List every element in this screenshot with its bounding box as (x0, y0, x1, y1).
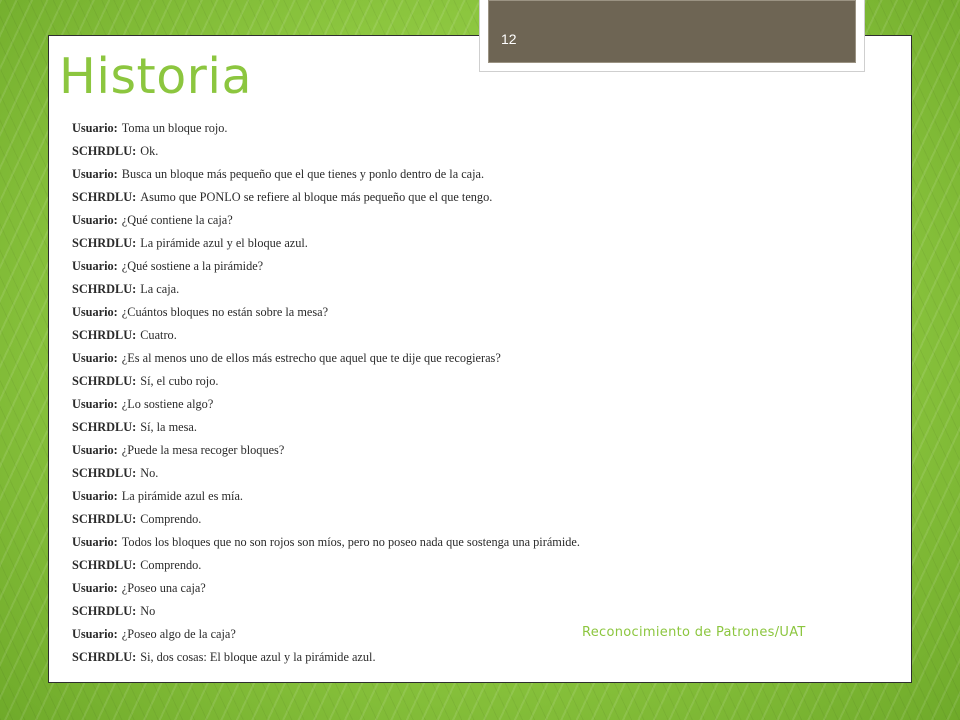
dialogue-speaker: SCHRDLU: (72, 374, 137, 388)
dialogue-line (72, 419, 672, 442)
dialogue-speaker: Usuario: (72, 351, 118, 365)
dialogue-speaker: SCHRDLU: (72, 328, 137, 342)
slide-number-box (488, 0, 856, 63)
dialogue-speaker: Usuario: (72, 535, 118, 549)
dialogue-text: ¿Cuántos bloques no están sobre la mesa? (121, 305, 329, 319)
dialogue-line (72, 465, 672, 488)
dialogue-text: Comprendo. (140, 558, 202, 572)
dialogue-speaker: Usuario: (72, 627, 118, 641)
dialogue-line (72, 212, 672, 235)
dialogue-line (72, 373, 672, 396)
dialogue-line (72, 327, 672, 350)
dialogue-speaker: SCHRDLU: (72, 512, 137, 526)
dialogue-speaker: Usuario: (72, 213, 118, 227)
dialogue-text: La pirámide azul y el bloque azul. (140, 236, 308, 250)
dialogue-text: Toma un bloque rojo. (121, 121, 228, 135)
slide-number-tab (479, 0, 865, 72)
dialogue-speaker: Usuario: (72, 397, 118, 411)
dialogue-transcript (72, 120, 672, 672)
dialogue-speaker: Usuario: (72, 581, 118, 595)
slide-title: Historia (59, 48, 252, 105)
dialogue-text: Asumo que PONLO se refiere al bloque más pequeño que el que tengo. (140, 190, 493, 204)
dialogue-speaker: Usuario: (72, 121, 118, 135)
dialogue-speaker: SCHRDLU: (72, 190, 137, 204)
dialogue-line (72, 580, 672, 603)
dialogue-text: Si, dos cosas: El bloque azul y la pirámide azul. (140, 650, 376, 664)
dialogue-text: No (140, 604, 156, 618)
dialogue-line (72, 396, 672, 419)
dialogue-speaker: SCHRDLU: (72, 144, 137, 158)
dialogue-line (72, 235, 672, 258)
dialogue-line (72, 143, 672, 166)
dialogue-text: La caja. (140, 282, 180, 296)
dialogue-text: ¿Es al menos uno de ellos más estrecho que aquel que te dije que recogieras? (121, 351, 501, 365)
dialogue-text: Comprendo. (140, 512, 202, 526)
dialogue-text: ¿Puede la mesa recoger bloques? (121, 443, 285, 457)
dialogue-text: La pirámide azul es mía. (121, 489, 243, 503)
dialogue-text: ¿Poseo una caja? (121, 581, 206, 595)
dialogue-line (72, 258, 672, 281)
dialogue-speaker: Usuario: (72, 259, 118, 273)
dialogue-line (72, 442, 672, 465)
dialogue-line (72, 281, 672, 304)
dialogue-text: No. (140, 466, 159, 480)
dialogue-line (72, 649, 672, 672)
dialogue-text: Ok. (140, 144, 159, 158)
dialogue-text: ¿Qué sostiene a la pirámide? (121, 259, 264, 273)
dialogue-line (72, 534, 672, 557)
dialogue-speaker: SCHRDLU: (72, 558, 137, 572)
dialogue-speaker: SCHRDLU: (72, 604, 137, 618)
dialogue-line (72, 304, 672, 327)
dialogue-speaker: Usuario: (72, 167, 118, 181)
dialogue-text: Sí, la mesa. (140, 420, 197, 434)
dialogue-line (72, 120, 672, 143)
dialogue-line (72, 511, 672, 534)
dialogue-speaker: SCHRDLU: (72, 282, 137, 296)
dialogue-speaker: SCHRDLU: (72, 466, 137, 480)
slide-number: 12 (501, 31, 517, 47)
dialogue-text: ¿Lo sostiene algo? (121, 397, 214, 411)
dialogue-speaker: Usuario: (72, 443, 118, 457)
dialogue-text: Todos los bloques que no son rojos son míos, pero no poseo nada que sostenga una pirámide. (121, 535, 580, 549)
dialogue-speaker: SCHRDLU: (72, 650, 137, 664)
dialogue-text: Cuatro. (140, 328, 177, 342)
dialogue-speaker: SCHRDLU: (72, 420, 137, 434)
dialogue-text: ¿Qué contiene la caja? (121, 213, 233, 227)
dialogue-line (72, 189, 672, 212)
dialogue-text: Sí, el cubo rojo. (140, 374, 219, 388)
dialogue-line (72, 603, 672, 626)
slide-footer: Reconocimiento de Patrones/UAT (582, 625, 806, 640)
dialogue-text: Busca un bloque más pequeño que el que tienes y ponlo dentro de la caja. (121, 167, 485, 181)
dialogue-line (72, 557, 672, 580)
dialogue-speaker: SCHRDLU: (72, 236, 137, 250)
dialogue-text: ¿Poseo algo de la caja? (121, 627, 236, 641)
dialogue-line (72, 488, 672, 511)
dialogue-line (72, 166, 672, 189)
dialogue-line (72, 350, 672, 373)
dialogue-speaker: Usuario: (72, 489, 118, 503)
dialogue-speaker: Usuario: (72, 305, 118, 319)
